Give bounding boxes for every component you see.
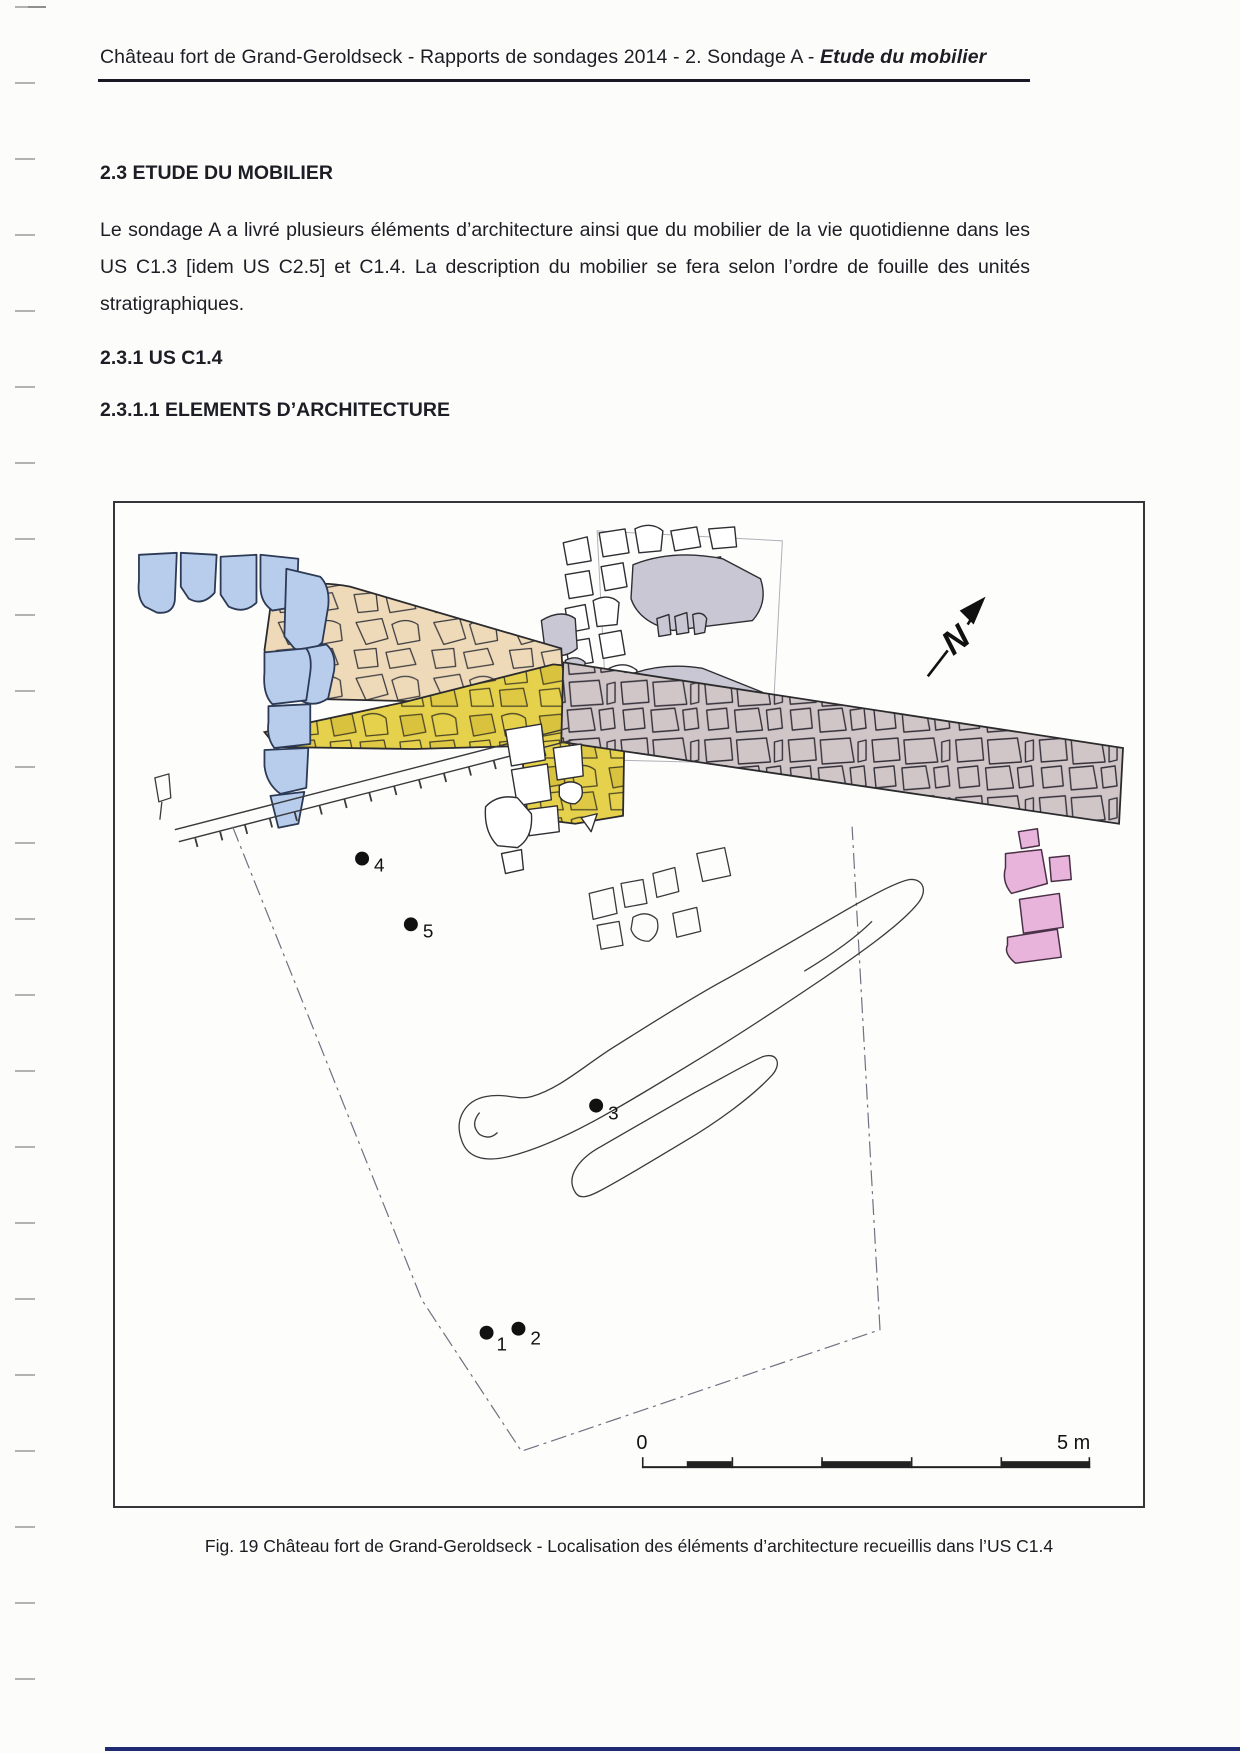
- scale-bar: [636, 1432, 1090, 1468]
- gray-wall: [561, 662, 1123, 823]
- scale-start-label: 0: [636, 1432, 648, 1455]
- section-heading-elements-architecture: 2.3.1.1 ELEMENTS D’ARCHITECTURE: [100, 399, 450, 421]
- find-points: [355, 852, 619, 1356]
- point-marker-4: [355, 852, 384, 877]
- figure-caption: Fig. 19 Château fort de Grand-Geroldseck - Localisation des éléments d’architecture recueillis dans l’US C1.4: [204, 1536, 1054, 1556]
- scale-end-label: 5 m: [1056, 1432, 1091, 1455]
- svg-text:1: 1: [496, 1334, 508, 1356]
- point-marker-1: [480, 1326, 507, 1356]
- svg-text:2: 2: [530, 1328, 541, 1350]
- site-plan-drawing: [115, 503, 1143, 1506]
- scan-corner-mark: [28, 6, 46, 8]
- scan-bottom-edge: [105, 1747, 1240, 1751]
- svg-text:5: 5: [422, 921, 434, 943]
- header-title-emphasis: Etude du mobilier: [820, 46, 987, 68]
- body-paragraph: Le sondage A a livré plusieurs éléments d’architecture ainsi que du mobilier de la vie quotidienne dans les US C1.3 [idem US C2.5] et C1.4. La description du mobilier se fera selon l’ordre de fouille des unités stratigraphiques.: [100, 219, 1030, 315]
- scan-binding-marks: [15, 6, 35, 1748]
- section-heading-etude-du-mobilier: 2.3 ETUDE DU MOBILIER: [100, 162, 333, 184]
- figure-frame: [113, 501, 1145, 1508]
- pink-stones: [1004, 829, 1071, 963]
- trench-boundary-line: [233, 827, 880, 1455]
- svg-text:3: 3: [608, 1103, 619, 1125]
- bedrock-outlines: [459, 848, 923, 1197]
- header-title-regular: Château fort de Grand-Geroldseck - Rapports de sondages 2014 - 2. Sondage A -: [100, 46, 820, 68]
- point-marker-5: [404, 917, 433, 942]
- svg-text:4: 4: [374, 855, 385, 877]
- point-marker-2: [511, 1322, 540, 1350]
- north-arrow: [928, 597, 986, 677]
- section-heading-us-c14: 2.3.1 US C1.4: [100, 347, 223, 369]
- page-header: [100, 46, 1030, 69]
- header-rule: [98, 79, 1030, 82]
- blue-stones: [139, 553, 335, 828]
- north-label: N: [934, 617, 978, 663]
